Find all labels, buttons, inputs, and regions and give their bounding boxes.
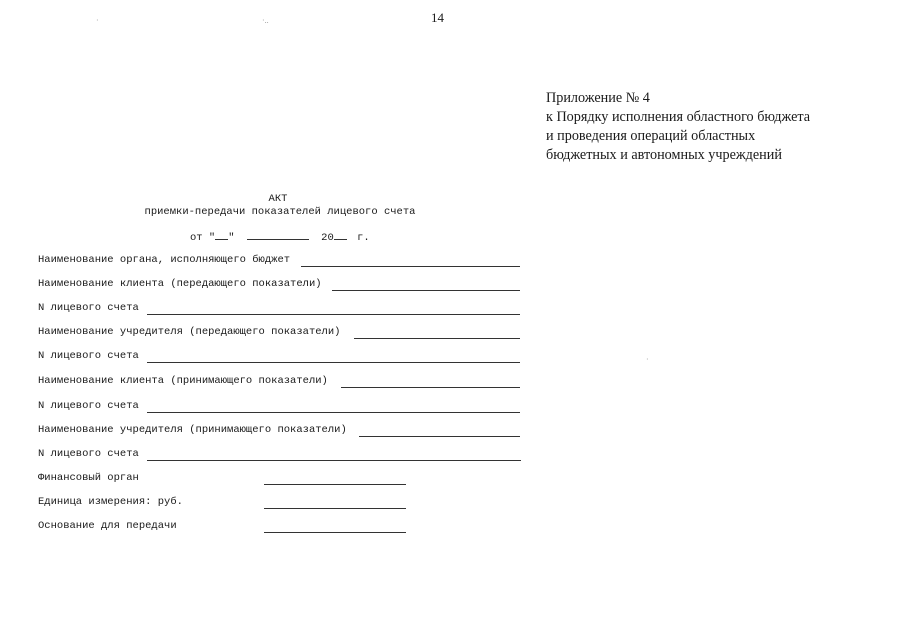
year-prefix: 20 [321, 232, 334, 244]
fill-line [332, 290, 520, 291]
fill-line [147, 460, 521, 461]
fill-line [341, 387, 520, 388]
field-label: Единица измерения: руб. [38, 496, 183, 508]
field-row [38, 375, 520, 389]
field-row [38, 520, 406, 534]
fill-line [264, 484, 406, 485]
fill-line [264, 532, 406, 533]
field-row [38, 448, 521, 462]
fill-line [147, 412, 520, 413]
act-subtitle: приемки-передачи показателей лицевого счета [144, 206, 416, 218]
field-label: Наименование учредителя (передающего показатели) [38, 326, 341, 338]
field-row [38, 302, 520, 316]
field-row [38, 326, 520, 340]
field-row [38, 496, 406, 510]
year-suffix: г. [357, 232, 370, 244]
field-label: N лицевого счета [38, 400, 139, 412]
appendix-line: и проведения операций областных [546, 128, 756, 144]
field-row [38, 254, 520, 268]
field-label: N лицевого счета [38, 302, 139, 314]
field-label: Основание для передачи [38, 520, 177, 532]
fill-line [359, 436, 520, 437]
appendix-note [546, 89, 810, 165]
field-row [38, 472, 406, 486]
scan-speck: · [646, 355, 649, 364]
field-row [38, 278, 520, 292]
field-label: Наименование клиента (передающего показатели) [38, 278, 322, 290]
act-title: АКТ [268, 193, 288, 205]
field-label: N лицевого счета [38, 448, 139, 460]
date-quote: " [228, 232, 235, 244]
field-label: Финансовый орган [38, 472, 139, 484]
field-row [38, 400, 520, 414]
fill-line [354, 338, 520, 339]
field-label: N лицевого счета [38, 350, 139, 362]
year-blank [334, 229, 347, 240]
field-label: Наименование органа, исполняющего бюджет [38, 254, 291, 266]
field-label: Наименование учредителя (принимающего показатели) [38, 424, 347, 436]
fill-line [147, 362, 520, 363]
month-blank [247, 229, 309, 240]
scan-speck: · [96, 16, 99, 25]
appendix-line: Приложение № 4 [546, 90, 650, 106]
fill-line [264, 508, 406, 509]
act-date [190, 229, 370, 244]
appendix-line: к Порядку исполнения областного бюджета [546, 109, 811, 125]
fill-line [147, 314, 520, 315]
field-row [38, 350, 520, 364]
field-row [38, 424, 520, 438]
day-blank [215, 229, 228, 240]
fill-line [301, 266, 520, 267]
page-number: 14 [431, 10, 444, 25]
date-prefix: от " [190, 232, 216, 244]
field-label: Наименование клиента (принимающего показатели) [38, 375, 328, 387]
appendix-line: бюджетных и автономных учреждений [546, 147, 782, 163]
scan-speck: ·.. [262, 16, 269, 25]
